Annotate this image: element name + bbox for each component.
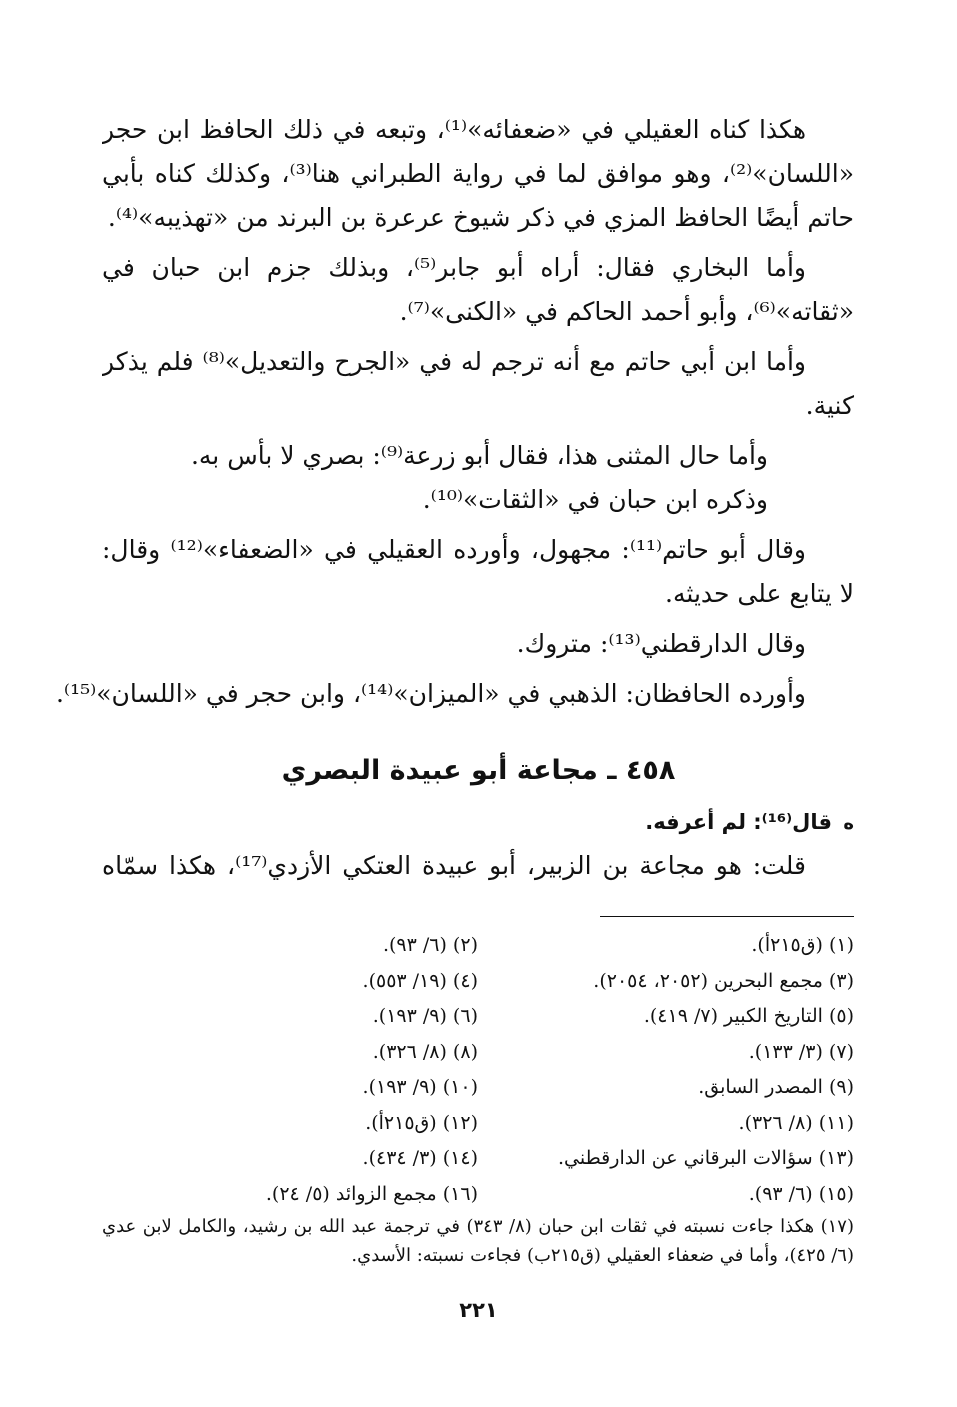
entry-text <box>102 844 854 888</box>
footnote: (١١) (٨/ ٣٢٦). <box>738 1111 854 1134</box>
footnote-divider <box>600 916 854 917</box>
entry-heading: ٤٥٨ ـ مجاعة أبو عبيدة البصري <box>281 755 676 786</box>
text-line: وأورده الحافظان: الذهبي في «الميزان»⁽¹⁴⁾، وابن حجر في «اللسان»⁽¹⁵⁾. <box>55 679 806 708</box>
text-line: وأما ابن أبي حاتم مع أنه ترجم له في «الجرح والتعديل»⁽⁸⁾ فلم يذكر <box>102 347 806 376</box>
footnote: (١٣) سؤالات البرقاني عن الدارقطني. <box>557 1147 854 1169</box>
text-line: «ثقاته»⁽⁶⁾، وأبو أحمد الحاكم في «الكنى»⁽⁷⁾. <box>399 297 854 326</box>
footnote: (٢) (٦/ ٩٣). <box>382 934 478 956</box>
page-number: ٢٢١ <box>459 1298 498 1322</box>
footnote: (٣) مجمع البحرين (٢٠٥٢، ٢٠٥٤). <box>593 969 854 992</box>
footnotes <box>102 928 854 1270</box>
text-line: وأما البخاري فقال: أراه أبو جابر⁽⁵⁾، وبذلك جزم ابن حبان في <box>102 253 806 282</box>
text-line: قلت: هو مجاعة بن الزبير، أبو عبيدة العتكي الأزدي⁽¹⁷⁾، هكذا سمّاه <box>102 851 806 880</box>
text-line: لا يتابع على حديثه. <box>665 579 854 608</box>
footnote-row <box>102 964 854 1000</box>
footnote-row <box>102 1141 854 1177</box>
text-line: «اللسان»⁽²⁾، وهو موافق لما في رواية الطبراني هنا⁽³⁾، وكذلك كناه بأبي <box>102 159 854 188</box>
footnote: (٧) (٣/ ١٣٣). <box>748 1040 854 1063</box>
text-line: حاتم أيضًا الحافظ المزي في ذكر شيوخ عرعرة بن البرند من «تهذيبه»⁽⁴⁾. <box>107 203 854 232</box>
footnote: (١٥) (٦/ ٩٣). <box>748 1182 854 1205</box>
entry-subheading <box>102 804 854 842</box>
footnote: (١) (ق٢١٥أ). <box>751 934 854 956</box>
footnote-row <box>102 1177 854 1213</box>
footnote-row <box>102 1035 854 1071</box>
footnote-row <box>102 1106 854 1142</box>
main-text <box>55 108 854 716</box>
text-line: وقال الدارقطني⁽¹³⁾: متروك. <box>516 629 806 658</box>
footnote: (٩) المصدر السابق. <box>698 1076 854 1098</box>
bullet-marker: ه <box>843 813 854 834</box>
footnote: (١٤) (٣/ ٤٣٤). <box>362 1147 478 1169</box>
footnote: (٨) (٨/ ٣٢٦). <box>372 1040 478 1063</box>
text-line: كنية. <box>805 391 854 420</box>
text-line: هكذا كناه العقيلي في «ضعفائه»⁽¹⁾، وتبعه في ذلك الحافظ ابن حجر <box>102 115 806 144</box>
footnote-row <box>102 999 854 1035</box>
text-line: وأما حال المثنى هذا، فقال أبو زرعة⁽⁹⁾: بصري لا بأس به. <box>190 441 768 470</box>
footnote: (٤) (١٩/ ٥٥٣). <box>362 969 478 992</box>
footnote: (١٠) (٩/ ١٩٣). <box>362 1076 478 1098</box>
text-line: وقال أبو حاتم⁽¹¹⁾: مجهول، وأورده العقيلي في «الضعفاء»⁽¹²⁾ وقال: <box>102 535 806 564</box>
footnote-row <box>102 1070 854 1106</box>
footnote-long: (١٧) هكذا جاءت نسبته في ثقات ابن حبان (٨/ ٣٤٣) في ترجمة عبد الله بن رشيد، والكامل لابن عدي (٦/ ٤٢٥)، وأما في ضعفاء العقيلي (ق٢١٥ب) فجاءت نسبته: الأسدي. <box>102 1216 854 1266</box>
subheading-text: قال⁽¹⁶⁾: لم أعرفه. <box>645 810 833 834</box>
footnote: (٦) (٩/ ١٩٣). <box>372 1005 478 1027</box>
footnote: (١٦) مجمع الزوائد (٥/ ٢٤). <box>265 1182 478 1205</box>
footnote: (١٢) (ق٢١٥أ). <box>365 1111 478 1134</box>
text-line: وذكره ابن حبان في «الثقات»⁽¹⁰⁾. <box>422 485 768 514</box>
footnote: (٥) التاريخ الكبير (٧/ ٤١٩). <box>643 1005 854 1027</box>
footnote-row <box>102 928 854 964</box>
